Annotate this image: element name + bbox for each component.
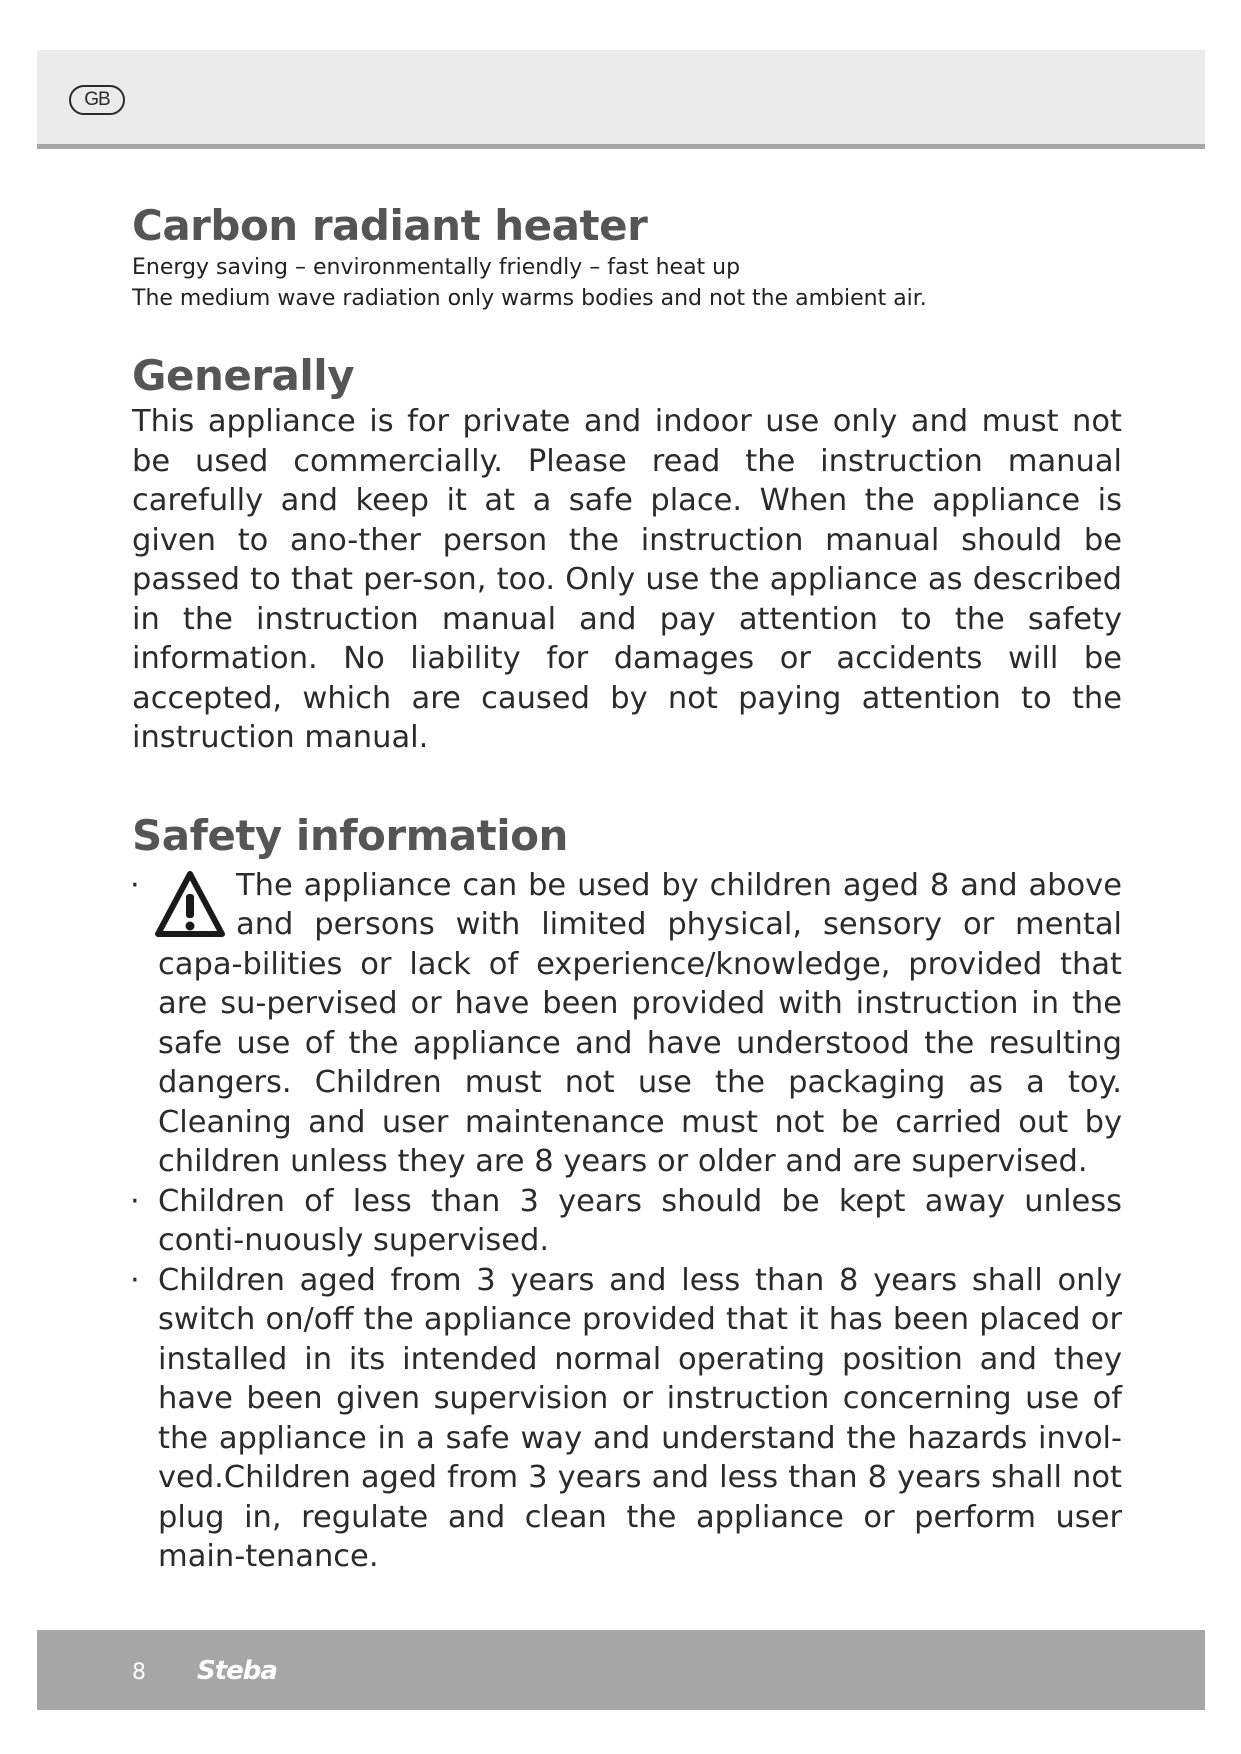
generally-heading: Generally [132,351,355,400]
safety-item-text: Children of less than 3 years should be kept away unless conti-nuously supervised. [158,1183,1122,1258]
tagline: Energy saving – environmentally friendly – fast heat up [132,255,741,280]
header-band [37,50,1205,149]
safety-item [132,1182,1122,1261]
safety-item-text: The appliance can be used by children aged 8 and above and persons with limited physical, sensory or mental capa-bilities or lack of experience/knowledge, provided that are su-pervised or have been provided with instruction in the safe use of the appliance and have understood the resulting dangers. Children must not use the packaging as a toy. Cleaning and user maintenance must not be carried out by children unless they are 8 years or older and are supervised. [158,867,1122,1179]
page-number: 8 [132,1660,146,1685]
bullet: · [130,1183,140,1219]
safety-heading: Safety information [132,810,568,860]
radiation-note: The medium wave radiation only warms bodies and not the ambient air. [132,286,927,311]
bullet: · [130,1262,140,1298]
safety-list [132,866,1122,1577]
brand-logo [197,1656,327,1690]
brand-logo-text: Steba [197,1656,277,1686]
bullet: · [130,867,140,903]
product-title: Carbon radiant heater [132,201,648,250]
language-badge: GB [69,85,125,115]
footer-band [37,1630,1205,1710]
safety-item [132,1261,1122,1577]
safety-item [132,866,1122,1182]
generally-text: This appliance is for private and indoor use only and must not be used commercially. Please read the instruction manual carefully and keep it at a safe place. When the appliance is given to ano-ther person the instruction manual should be passed to that per-son, too. Only use the appliance as described in the instruction manual and pay attention to the safety information. No liability for damages or accidents will be accepted, which are caused by not paying attention to the instruction manual. [132,404,1122,755]
safety-item-text: Children aged from 3 years and less than 8 years shall only switch on/off the appliance provided that it has been placed or installed in its intended normal operating position and they have been given supervision or instruction concerning use of the appliance in a safe way and understand the hazards invol-ved.Children aged from 3 years and less than 8 years shall not plug in, regulate and clean the appliance or perform user main-tenance. [158,1262,1122,1574]
page-content [132,200,1122,1577]
warning-triangle-icon [154,868,226,942]
